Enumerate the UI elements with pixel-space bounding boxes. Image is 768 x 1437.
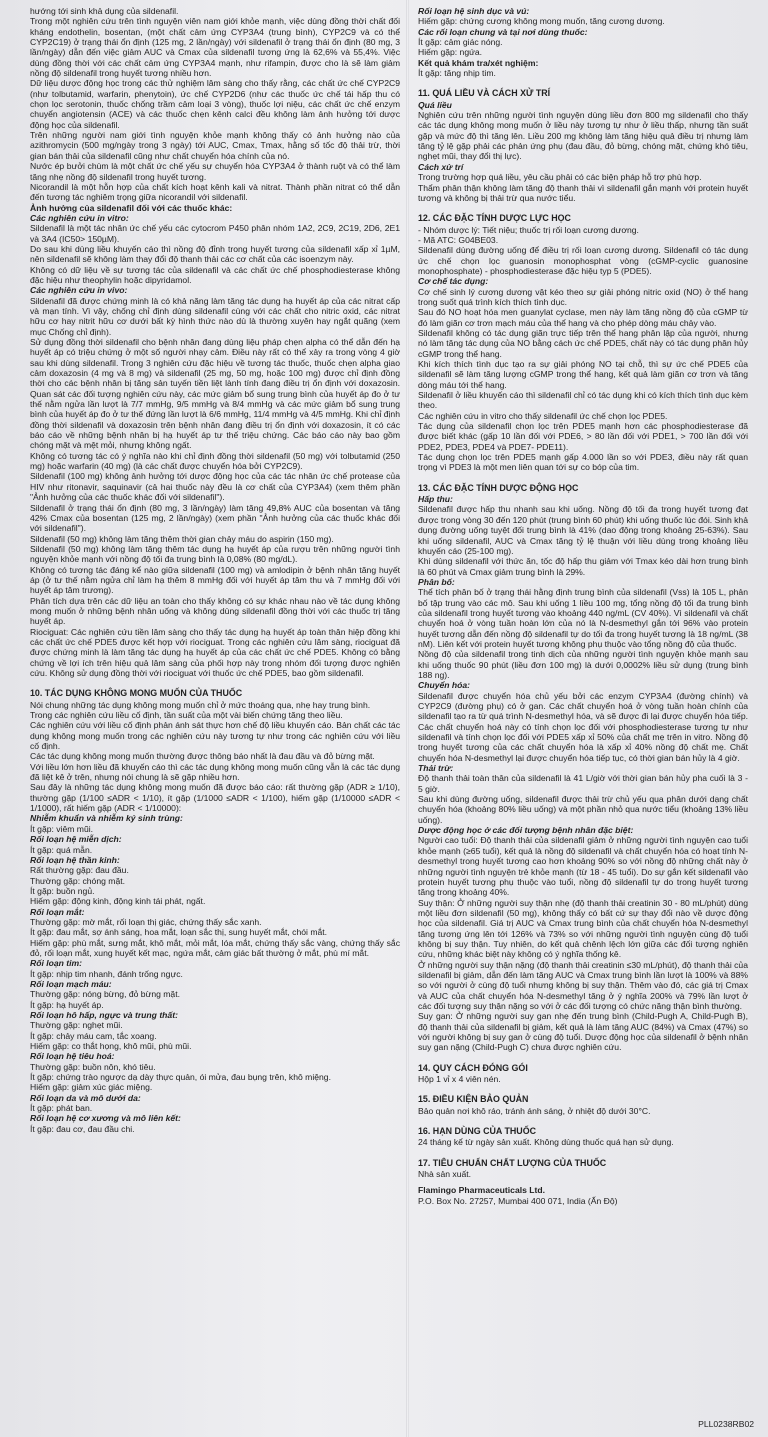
paragraph: 24 tháng kể từ ngày sản xuất. Không dùng thuốc quá hạn sử dụng. <box>418 1137 674 1148</box>
paragraph: Hộp 1 vỉ x 4 viên nén. <box>418 1074 501 1085</box>
paragraph: Ít gặp: chứng trào ngược dạ dày thực quản, ói mửa, đau bụng trên, khô miệng. <box>30 1072 331 1083</box>
subheading: Flamingo Pharmaceuticals Ltd. <box>418 1185 546 1196</box>
subheading: Phân bố: <box>418 576 455 587</box>
paragraph: Sildenafil được chuyển hóa chủ yếu bởi các enzym CYP3A4 (đường chính) và CYP2C9 (đường phụ) có ở gan. Các chất chuyển hoá ở vòng tuần hoàn chính của sildenafil tạo ra từ quá trình N-desmethyl hóa, và sẽ được đi lại được chuyển hóa tiếp. Các chất chuyển hoá này có tính chọn lọc đối với phosphodiesterase tương tự như sildenafil và tính chọn lọc đối với PDE5 xấp xỉ 50% của chất mẹ trên in vitro. Nồng độ trong huyết tương của các chất chuyển hóa là xấp xỉ 40% nồng độ chất mẹ. Chất chuyển hóa N-desmethyl lại được chuyển hóa tiếp tục, có thời gian bán hủy là 4 giờ. <box>418 690 748 763</box>
paragraph: Thường gặp: mờ mắt, rối loạn thị giác, chứng thấy sắc xanh. <box>30 916 262 927</box>
subheading: Rối loạn hệ miễn dịch: <box>30 834 122 845</box>
paragraph: Ít gặp: viêm mũi. <box>30 823 94 834</box>
subheading: Chuyển hóa: <box>418 680 471 691</box>
paragraph: Hiếm gặp: giảm xúc giác miệng. <box>30 1082 153 1093</box>
paragraph: Ít gặp: hạ huyết áp. <box>30 999 104 1010</box>
paragraph: Thường gặp: nghẹt mũi. <box>30 1020 123 1031</box>
section-heading: 12. CÁC ĐẶC TÍNH DƯỢC LỰC HỌC <box>418 213 571 224</box>
section-heading: 16. HẠN DÙNG CỦA THUỐC <box>418 1126 537 1137</box>
paragraph: Hiếm gặp: chứng cương không mong muốn, tăng cương dương. <box>418 16 665 27</box>
paragraph: Do sau khi dùng liều khuyến cáo thì nồng độ đỉnh trong huyết tương của sildenafil xấp xỉ 1µM, nên sildenafil sẽ không làm thay đổi độ thanh thải các cơ chất của các isoenzym này. <box>30 243 400 265</box>
paragraph: Không có dữ liệu về sự tương tác của sildenafil và các chất ức chế phosphodiesterase không đặc hiệu như theophylin hoặc dipyridamol. <box>30 264 400 285</box>
paragraph: Ít gặp: đau cơ, đau đầu chi. <box>30 1123 135 1134</box>
paragraph: Khi kích thích tình dục tạo ra sự giải phóng NO tại chỗ, thì sự ức chế PDE5 của sildenafil sẽ làm tăng lượng cGMP trong thể hang, kết quả làm giãn cơ trơn và tăng dòng máu tới thể hang. <box>418 359 748 390</box>
paragraph: Ít gặp: tăng nhịp tim. <box>418 68 496 79</box>
paragraph: Hiếm gặp: phù mắt, sưng mắt, khô mắt, mỏi mắt, lóa mắt, chứng thấy sắc vàng, chứng thấy sắc đỏ, rối loạn mắt, xung huyết kết mạc, ngứa mắt, cảm giác bất thường ở mắt, phù mí mắt. <box>30 937 400 958</box>
paragraph: Phân tích dựa trên các dữ liệu an toàn cho thấy không có sự khác nhau nào về tác dụng không mong muốn ở những bệnh nhân uống và không dùng sildenafil đồng thời với các thuốc trị tăng huyết áp. <box>30 595 400 627</box>
subheading: Rối loạn mắt: <box>30 906 85 917</box>
subheading: Hấp thu: <box>418 494 453 505</box>
paragraph: Nghiên cứu trên những người tình nguyện dùng liều đơn 800 mg sildenafil cho thấy các tác dụng không mong muốn ở liều này tương tự như ở liều thấp, nhưng tần suất gặp và mức độ thì tăng lên. Liều 200 mg không làm tăng hiệu quả điều trị nhưng làm tăng tỷ lệ gặp phải các phản ứng phụ (đau đầu, đỏ bừng, chóng mặt, chứng khó tiêu, nghẹt mũi, thay đổi thị lực). <box>418 110 748 162</box>
paragraph: Ít gặp: quá mẫn. <box>30 844 93 855</box>
paragraph: Thẩm phân thận không làm tăng độ thanh thải vì sildenafil gắn mạnh với protein huyết tương và không bị thải trừ qua nước tiểu. <box>418 182 748 203</box>
paragraph: Sildenafil ở liều khuyến cáo thì sildenafil chỉ có tác dụng khi có kích thích tình dục kèm theo. <box>418 390 748 411</box>
paragraph: Thường gặp: buồn nôn, khó tiêu. <box>30 1061 156 1072</box>
paragraph: Không có tương tác có ý nghĩa nào khi chỉ định đồng thời sildenafil (50 mg) với tolbutamid (250 mg) hoặc warfarin (40 mg) (là các chất được chuyển hóa bởi CYP2C9). <box>30 450 400 472</box>
paragraph: Riociguat: Các nghiên cứu tiền lâm sàng cho thấy tác dụng hạ huyết áp toàn thân hiệp đồng khi các chất ức chế PDE5 được kết hợp với riociguat. Trong các nghiên cứu lâm sàng, riociguat đã được chứng minh là làm tăng tác dụng hạ huyết áp của các chất ức chế PDE5. Không có bằng chứng về lợi ích trên hiệu quả lâm sàng của phối hợp này trong nhóm đối tượng được nghiên cứu. Không sử dụng đồng thời với riociguat với thuốc ức chế PDE5, bao gồm sildenafil. <box>30 626 400 678</box>
paragraph: Sildenafil (50 mg) không làm tăng thêm thời gian chảy máu do aspirin (150 mg). <box>30 533 334 544</box>
paragraph: Nicorandil là một hỗn hợp của chất kích hoạt kênh kali và nitrat. Thành phần nitrat có thể dẫn đến tương tác nghiêm trọng giữa nicorandil với sildenafil. <box>30 181 400 203</box>
paragraph: Sildenafil ở trạng thái ổn định (80 mg, 3 lần/ngày) làm tăng 49,8% AUC của bosentan và tăng 42% Cmax của bosentan (125 mg, 2 lần/ngày) (xem phần "Ảnh hưởng của các thuốc khác đối với sildenafil"). <box>30 502 400 534</box>
paragraph: Dữ liệu dược động học trong các thử nghiệm lâm sàng cho thấy rằng, các chất ức chế CYP2C9 (như tolbutamid, warfarin, phenytoin), ức chế CYP2D6 (như các thuốc ức chế tái hấp thu có chọn lọc serotonin, thuốc chống trầm cảm loại 3 vòng), thuốc lợi niệu, các chất ức chế enzym chuyển angiotensin (ACE) và các thuốc chẹn kênh calci đều không làm ảnh hưởng tới dược động học của sildenafil. <box>30 78 400 130</box>
paragraph: Sildenafil dùng đường uống để điều trị rối loạn cương dương. Sildenafil có tác dụng ức chế chọn lọc guanosin monophosphat vòng (cGMP-cyclic guanosine monophosphate) - phosphodiesterase đặc hiệu typ 5 (PDE5). <box>418 245 748 276</box>
subheading: Rối loạn hệ tiêu hoá: <box>30 1051 115 1062</box>
paragraph: Trong một nghiên cứu trên tình nguyện viên nam giới khỏe mạnh, việc dùng đồng thời chất đối kháng endothelin, bosentan, (một chất cảm ứng CYP3A4 (trung bình), CYP2C9 và có thể CYP2C19) ở trạng thái ổn định (125 mg, 2 lần/ngày) với sildenafil ở trạng thái ổn định (80 mg, 3 lần/ngày) dẫn đến việc giảm AUC và Cmax của sildenafil tương ứng là 62,6% và 55,4%. Việc dùng đồng thời với các chất cảm ứng CYP3A4 mạnh, như rifampin, được cho là sẽ làm giảm nồng độ sildenafil trong huyết tương nhiều hơn. <box>30 16 400 79</box>
subheading: Rối loạn da và mô dưới da: <box>30 1092 141 1103</box>
paragraph: Ít gặp: nhịp tim nhanh, đánh trống ngực. <box>30 968 183 979</box>
paragraph: hướng tới sinh khả dụng của sildenafil. <box>30 6 179 16</box>
paragraph: Không có tương tác đáng kể nào giữa sildenafil (100 mg) và amlodipin ở bệnh nhân tăng huyết áp (ở tư thế nằm ngửa chỉ làm hạ thêm 8 mmHg đối với huyết áp tâm thu và 7 mmHg đối với huyết áp tâm trương). <box>30 564 400 596</box>
paragraph: Hiếm gặp: co thắt họng, khô mũi, phù mũi. <box>30 1041 192 1052</box>
section-heading: 10. TÁC DỤNG KHÔNG MONG MUỐN CỦA THUỐC <box>30 688 243 699</box>
paragraph: Các nghiên cứu với liều cố định phản ánh sát thực hơn chế độ liều khuyến cáo. Bản chất các tác dụng không mong muốn trong các nghiên cứu này tương tự như trong các nghiên cứu với liều cố định. <box>30 720 400 752</box>
paragraph: Sildenafil là một tác nhân ức chế yếu các cytocrom P450 phân nhóm 1A2, 2C9, 2C19, 2D6, 2E1 và 3A4 (IC50> 150µM). <box>30 223 400 244</box>
paragraph: Độ thanh thải toàn thân của sildenafil là 41 L/giờ với thời gian bán hủy pha cuối là 3 - 5 giờ. <box>418 773 748 794</box>
paragraph: Các nghiên cứu in vitro cho thấy sildenafil ức chế chọn lọc PDE5. <box>418 410 668 421</box>
paragraph: Tác dụng của sildenafil chọn lọc trên PDE5 mạnh hơn các phosphodiesterase đã được biết khác (gấp 10 lần đối với PDE6, > 80 lần đối với PDE1, > 700 lần đối với PDE2, PDE3, PDE4 và PDE7- PDE11). <box>418 421 748 452</box>
subheading: Các rối loạn chung và tại nơi dùng thuốc: <box>418 26 588 37</box>
paragraph: Các tác dụng không mong muốn thường được thông báo nhất là đau đầu và đỏ bừng mặt. <box>30 751 375 762</box>
paragraph: Ở những người suy thận nặng (độ thanh thải creatinin ≤30 mL/phút), độ thanh thải của sildenafil bị giảm, dẫn đến làm tăng AUC và Cmax trung bình lần lượt là 100% và 88% so với người ở cùng độ tuổi nhưng không bị suy thận. Thêm vào đó, các giá trị Cmax và AUC của chất chuyển hóa N-desmethyl tăng ở ý nghĩa 200% và 79% lần lượt ở các đối tượng suy thận nặng so với ở các đối tượng có chức năng thận bình thường. <box>418 959 748 1011</box>
paper-fold <box>406 0 409 1437</box>
subheading: Rối loạn mạch máu: <box>30 978 112 989</box>
paragraph: Sildenafil (100 mg) không ảnh hưởng tới dược động học của các tác nhân ức chế protease của HIV như ritonavir, saquinavir (cả hai thuốc này đều là cơ chất của CYP3A4) (xem thêm phần "Ảnh hưởng của các thuốc khác đối với sildenafil"). <box>30 471 400 503</box>
paragraph: Thường gặp: nóng bừng, đỏ bừng mặt. <box>30 989 180 1000</box>
subheading: Các nghiên cứu in vivo: <box>30 285 128 296</box>
paragraph: Sildenafil đã được chứng minh là có khả năng làm tăng tác dụng hạ huyết áp của các nitrat cấp và mạn tính. Vì vậy, chống chỉ định dùng sildenafil cùng với các chất cho nitric oxid, các nitrat hữu cơ hay nitrit hữu cơ dưới bất kỳ hình thức nào dù là thường xuyên hay ngắt quãng (xem mục Chống chỉ định). <box>30 295 400 337</box>
paragraph: Trên những người nam giới tình nguyện khỏe mạnh không thấy có ảnh hưởng nào của azithromycin (500 mg/ngày trong 3 ngày) tới AUC, Cmax, Tmax, hằng số tốc độ thải trừ, thời gian bán thải của sildenafil cũng như chất chuyển hóa chính của nó. <box>30 130 400 161</box>
paragraph: Nói chung những tác dụng không mong muốn chỉ ở mức thoáng qua, nhẹ hay trung bình. <box>30 699 371 710</box>
subheading: Rối loạn hệ cơ xương và mô liên kết: <box>30 1113 181 1124</box>
paragraph: Nồng độ của sildenafil trong tinh dịch của những người tình nguyện khỏe mạnh sau khi uống thuốc 90 phút (liều đơn 100 mg) là dưới 0,0002% liều sử dụng (trung bình 188 ng). <box>418 649 748 680</box>
paragraph: Khi dùng sildenafil với thức ăn, tốc độ hấp thu giảm với Tmax kéo dài hơn trung bình là 60 phút và Cmax giảm trung bình là 29%. <box>418 556 748 577</box>
section-heading: 15. ĐIỀU KIỆN BẢO QUẢN <box>418 1094 529 1105</box>
paragraph: Hiếm gặp: động kinh, động kinh tái phát, ngất. <box>30 896 206 907</box>
paragraph: Thường gặp: chóng mặt. <box>30 875 125 886</box>
paragraph: Suy gan: Ở những người suy gan nhẹ đến trung bình (Child-Pugh A, Child-Pugh B), độ thanh thải của sildenafil bị giảm, kết quả là làm tăng AUC (84%) và Cmax (47%) so với người không bị suy gan ở cùng độ tuổi. Dược động học của sildenafil ở bệnh nhân suy gan nặng (Child-Pugh C) chưa được nghiên cứu. <box>418 1011 748 1053</box>
paragraph: Nhà sản xuất. <box>418 1169 472 1180</box>
paragraph: Ít gặp: phát ban. <box>30 1103 93 1114</box>
paragraph: Sử dụng đồng thời sildenafil cho bệnh nhân đang dùng liệu pháp chẹn alpha có thể dẫn đến hạ huyết áp có triệu chứng ở một số người nhạy cảm. Điều này rất có thể xảy ra trong vòng 4 giờ sau khi dùng sildenafil. Trong 3 nghiên cứu đặc hiệu về tương tác thuốc, thuốc chẹn alpha giao cảm doxazosin (4 mg và 8 mg) và sildenafil (25 mg, 50 mg, hoặc 100 mg) được chỉ định đồng thời cho các bệnh nhân bị tăng sản tuyến tiền liệt lành tính đang điều trị ổn định với doxazosin. Quan sát các đối tượng nghiên cứu này, các mức giảm bổ sung trung bình của huyết áp đo ở tư thế nằm ngửa lần lượt là 7/7 mmHg, 9/5 mmHg và 8/4 mmHg và các mức giảm bổ sung trung bình của huyết áp đo ở tư thế đứng lần lượt là 6/6 mmHg, 11/4 mmHg và 4/5 mmHg. Khi chỉ định đồng thời sildenafil và doxazosin trên bệnh nhân đang điều trị ổn định với doxazosin, ít có các báo cáo về những bệnh nhân bị hạ huyết áp tư thế triệu chứng. Các báo cáo này bao gồm chóng mặt và mệt mỏi, nhưng không ngất. <box>30 337 400 451</box>
paragraph: Người cao tuổi: Độ thanh thải của sildenafil giảm ở những người tình nguyện cao tuổi khỏe mạnh (≥65 tuổi), kết quả là nồng độ sildenafil và chất chuyển hóa có hoạt tính N-desmethyl trong huyết tương cao hơn khoảng 90% so với nồng độ những chất này ở những người tình nguyện trẻ khỏe mạnh (từ 18 - 45 tuổi). Do sự gắn kết sildenafil vào protein huyết tương phụ thuộc vào tuổi, nồng độ sildenafil tự do trong huyết tương tăng trong khoảng 40%. <box>418 835 748 898</box>
paragraph: Trong các nghiên cứu liều cố định, tần suất của một vài biến chứng tăng theo liều. <box>30 710 343 721</box>
paragraph: Suy thận: Ở những người suy thận nhẹ (độ thanh thải creatinin 30 - 80 mL/phút) dùng một liều đơn sildenafil (50 mg), không thấy có bất cứ sự thay đổi nào về dược động học của sildenafil. Giá trị AUC và Cmax trung bình của chất chuyển hóa N-desmethyl tăng tương ứng lên tới 126% và 73% so với những người tình nguyện cùng độ tuổi không bị suy thận. Tuy nhiên, do kết quả chênh lệch lớn giữa các đối tượng nghiên cứu, những khác biệt này không có ý nghĩa thống kê. <box>418 897 748 960</box>
section-heading: 11. QUÁ LIỀU VÀ CÁCH XỬ TRÍ <box>418 88 551 99</box>
subheading: Dược động học ở các đối tượng bệnh nhân đặc biệt: <box>418 825 634 836</box>
subheading: Cơ chế tác dụng: <box>418 276 489 287</box>
subheading: Các nghiên cứu in vitro: <box>30 212 129 223</box>
document-code: PLL0238RB02 <box>698 1419 754 1429</box>
paragraph: Sau đây là những tác dụng không mong muốn đã được báo cáo: rất thường gặp (ADR ≥ 1/10), thường gặp (1/100 ≤ADR < 1/10), ít gặp (1/1000 ≤ADR < 1/100), hiếm gặp (1/10000 ≤ADR < 1/1000), rất hiếm gặp (ADR < 1/10000): <box>30 782 400 814</box>
paragraph: Ít gặp: buồn ngủ. <box>30 885 95 896</box>
subheading: Rối loạn hệ sinh dục và vú: <box>418 6 530 16</box>
subheading: Rối loạn hệ thần kinh: <box>30 854 120 865</box>
paragraph: - Mã ATC: G04BE03. <box>418 234 499 245</box>
paragraph: Với liều lớn hơn liều đã khuyến cáo thì các tác dụng không mong muốn cũng vẫn là các tác dụng đã liệt kê ở trên, nhưng nói chung là sẽ gặp nhiều hơn. <box>30 761 400 783</box>
paragraph: Rất thường gặp: đau đầu. <box>30 865 129 876</box>
subheading: Kết quả khám tra/xét nghiệm: <box>418 57 539 68</box>
paragraph: Sau đó NO hoạt hóa men guanylat cyclase, men này làm tăng nồng độ của cGMP từ đó làm giãn cơ trơn mạch máu của thể hang và cho phép dòng máu chảy vào. <box>418 307 748 328</box>
paragraph: Hiếm gặp: ngứa. <box>418 47 483 58</box>
subheading: Ảnh hưởng của sildenafil đối với các thuốc khác: <box>30 202 233 213</box>
section-heading: 14. QUY CÁCH ĐÓNG GÓI <box>418 1062 528 1073</box>
subheading: Nhiễm khuẩn và nhiễm ký sinh trùng: <box>30 813 183 824</box>
section-heading: 13. CÁC ĐẶC TÍNH DƯỢC ĐỘNG HỌC <box>418 482 579 493</box>
paragraph: Ít gặp: đau mắt, sợ ánh sáng, hoa mắt, loạn sắc thị, sung huyết mắt, chói mắt. <box>30 927 328 938</box>
paragraph: Bảo quản nơi khô ráo, tránh ánh sáng, ở nhiệt độ dưới 30°C. <box>418 1105 651 1116</box>
paragraph: Ít gặp: cảm giác nóng. <box>418 37 503 48</box>
paragraph: Thể tích phân bố ở trạng thái hằng định trung bình của sildenafil (Vss) là 105 L, phản bố tập trung vào các mô. Sau khi uống 1 liều 100 mg, tổng nồng độ tối đa trung bình của sildenafil trong huyết tương vào khoảng 440 ng/mL (CV 40%). Vì sildenafil và chất chuyển hoá ở vòng tuần hoàn lớn của nó là N-desmethyl gắn tới 96% vào protein huyết tương dẫn đến nồng độ sildenafil tự do tối đa trong huyết tương là 18 ng/mL (38 nM). Liên kết với protein huyết tương không phụ thuộc vào tổng nồng độ của thuốc. <box>418 587 748 649</box>
left-column <box>30 6 400 1134</box>
subheading: Rối loạn hô hấp, ngực và trung thất: <box>30 1010 178 1020</box>
paragraph: Nước ép bưởi chùm là một chất ức chế yếu sự chuyển hóa CYP3A4 ở thành ruột và có thể làm tăng nhẹ nồng độ sildenafil trong huyết tương. <box>30 161 400 182</box>
paragraph: Sildenafil được hấp thu nhanh sau khi uống. Nồng độ tối đa trong huyết tương đạt được trong vòng 30 đến 120 phút (trung bình 60 phút) khi uống thuốc lúc đói. Sinh khả dụng đường uống tuyệt đối trung bình là 41% (dao động trong khoảng 25-63%). Sau khi uống sildenafil, AUC và Cmax tăng tỷ lệ thuận với liều dùng trong khoảng liều khuyến cáo (25-100 mg). <box>418 504 748 556</box>
paragraph: - Nhóm dược lý: Tiết niệu; thuốc trị rối loạn cương dương. <box>418 224 639 235</box>
paragraph: Tác dụng chọn lọc trên PDE5 mạnh gấp 4.000 lần so với PDE3, điều này rất quan trọng vì PDE3 là một men liên quan tới sự co bóp của tim. <box>418 452 748 473</box>
subheading: Thải trừ: <box>418 763 454 774</box>
right-column <box>418 6 748 1206</box>
paragraph: Ít gặp: chảy máu cam, tắc xoang. <box>30 1030 157 1041</box>
subheading: Quá liều <box>418 99 452 110</box>
subheading: Rối loạn tim: <box>30 958 83 969</box>
paragraph: Trong trường hợp quá liều, yêu cầu phải có các biện pháp hỗ trợ phù hợp. <box>418 172 702 183</box>
subheading: Cách xử trí <box>418 161 464 172</box>
paragraph: Sau khi dùng đường uống, sildenafil được thải trừ chủ yếu qua phân dưới dạng chất chuyển hóa (khoảng 80% liều uống) và một phần nhỏ qua nước tiểu (khoảng 13% liều uống). <box>418 794 748 825</box>
paragraph: P.O. Box No. 27257, Mumbai 400 071, India (Ấn Độ) <box>418 1195 618 1206</box>
paragraph: Cơ chế sinh lý cương dương vật kéo theo sự giải phóng nitric oxid (NO) ở thể hang trong suốt quá trình kích thích tình dục. <box>418 286 748 307</box>
paragraph: Sildenafil không có tác dụng giãn trực tiếp trên thể hang phân lập của người, nhưng nó làm tăng tác dụng của NO bằng cách ức chế PDE5, chất này có tác dụng phân hủy cGMP trong thể hang. <box>418 327 748 359</box>
paragraph: Sildenafil (50 mg) không làm tăng thêm tác dụng hạ huyết áp của rượu trên những người tình nguyện khỏe mạnh với nồng độ tối đa trung bình là 0,08% (80 mg/dL). <box>30 543 400 565</box>
section-heading: 17. TIÊU CHUẨN CHẤT LƯỢNG CỦA THUỐC <box>418 1157 607 1168</box>
